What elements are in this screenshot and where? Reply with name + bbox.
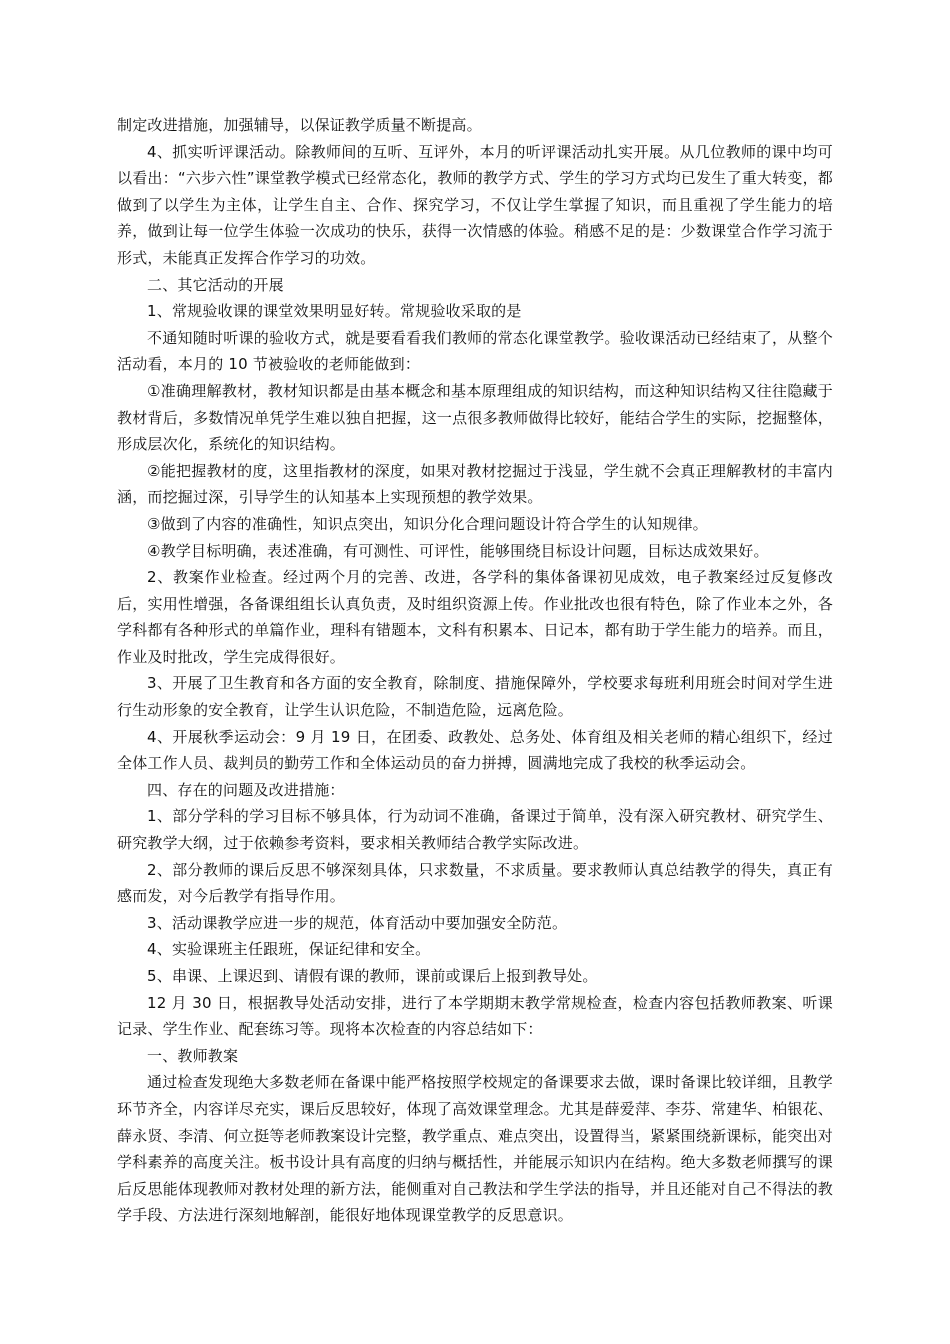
paragraph-2: 4、抓实听评课活动。除教师间的互听、互评外，本月的听评课活动扎实开展。从几位教师的课中均可以看出：“六步六性”课堂教学模式已经常态化，教师的教学方式、学生的学习方式均已发生了重大转变，都做到了以学生为主体，让学生自主、合作、探究学习，不仅让学生掌握了知识，而且重视了学生能力的培养，做到让每一位学生体验一次成功的快乐，获得一次情感的体验。稍感不足的是：少数课堂合作学习流于形式，未能真正发挥合作学习的功效。 xyxy=(117,142,833,267)
paragraph-4: 1、常规验收课的课堂效果明显好转。常规验收采取的是 xyxy=(147,302,522,321)
paragraph-7: ②能把握教材的度，这里指教材的深度，如果对教材挖掘过于浅显，学生就不会真正理解教材的丰富内涵，而挖掘过深，引导学生的认知基本上实现预想的教学效果。 xyxy=(117,461,833,507)
paragraph-6: ①准确理解教材，教材知识都是由基本概念和基本原理组成的知识结构，而这种知识结构又往往隐藏于教材背后，多数情况单凭学生难以独自把握，这一点很多教师做得比较好，能结合学生的实际，挖掘整体，形成层次化，系统化的知识结构。 xyxy=(117,381,833,454)
paragraph-14: 1、部分学科的学习目标不够具体，行为动词不准确，备课过于简单，没有深入研究教材、研究学生、研究教学大纲，过于依赖参考资料，要求相关教师结合教学实际改进。 xyxy=(117,807,833,853)
paragraph-1: 制定改进措施，加强辅导，以保证教学质量不断提高。 xyxy=(117,116,482,134)
paragraph-10: 2、教案作业检查。经过两个月的完善、改进，各学科的集体备课初见成效，电子教案经过反复修改后，实用性增强，各备课组组长认真负责，及时组织资源上传。作业批改也很有特色，除了作业本之外，各学科都有各种形式的单篇作业，理科有错题本，文科有积累本、日记本，都有助于学生能力的培养。而且，作业及时批改，学生完成得很好。 xyxy=(117,568,833,666)
document-page xyxy=(117,112,833,1229)
paragraph-16: 3、活动课教学应进一步的规范，体育活动中要加强安全防范。 xyxy=(147,913,568,932)
paragraph-12: 4、开展秋季运动会：9 月 19 日，在团委、政教处、总务处、体育组及相关老师的精心组织下，经过全体工作人员、裁判员的勤劳工作和全体运动员的奋力拼搏，圆满地完成了我校的秋季运动会。 xyxy=(117,727,833,773)
paragraph-21: 通过检查发现绝大多数老师在备课中能严格按照学校规定的备课要求去做，课时备课比较详细，且教学环节齐全，内容详尽充实，课后反思较好，体现了高效课堂理念。尤其是薛爱萍、李芬、常建华、柏银花、薛永贤、李清、何立挺等老师教案设计完整，教学重点、难点突出，设置得当，紧紧围绕新课标，能突出对学科素养的高度关注。板书设计具有高度的归纳与概括性，并能展示知识内在结构。绝大多数老师撰写的课后反思能体现教师对教材处理的新方法，能侧重对自己教法和学生学法的指导，并且还能对自己不得法的教学手段、方法进行深刻地解剖，能很好地体现课堂教学的反思意识。 xyxy=(117,1073,833,1225)
section-heading-problems: 四、存在的问题及改进措施： xyxy=(147,780,345,799)
paragraph-19: 12 月 30 日，根据教导处活动安排，进行了本学期期末教学常规检查，检查内容包括教师教案、听课记录、学生作业、配套练习等。现将本次检查的内容总结如下： xyxy=(117,993,833,1039)
paragraph-18: 5、串课、上课迟到、请假有课的教师，课前或课后上报到教导处。 xyxy=(147,967,598,985)
paragraph-9: ④教学目标明确，表述准确，有可测性、可评性，能够围绕目标设计问题，目标达成效果好。 xyxy=(147,541,769,560)
paragraph-15: 2、部分教师的课后反思不够深刻具体，只求数量，不求质量。要求教师认真总结教学的得失，真正有感而发，对今后教学有指导作用。 xyxy=(117,860,833,906)
paragraph-17: 4、实验课班主任跟班，保证纪律和安全。 xyxy=(147,940,431,959)
paragraph-11: 3、开展了卫生教育和各方面的安全教育，除制度、措施保障外，学校要求每班利用班会时间对学生进行生动形象的安全教育，让学生认识危险，不制造危险，远离危险。 xyxy=(117,674,833,720)
section-heading-teacher-plans: 一、教师教案 xyxy=(147,1046,239,1065)
paragraph-5: 不通知随时听课的验收方式，就是要看看我们教师的常态化课堂教学。验收课活动已经结束了，从整个活动看，本月的 10 节被验收的老师能做到： xyxy=(117,328,833,374)
paragraph-8: ③做到了内容的准确性，知识点突出，知识分化合理问题设计符合学生的认知规律。 xyxy=(147,514,708,533)
section-heading-other-activities: 二、其它活动的开展 xyxy=(147,275,284,294)
